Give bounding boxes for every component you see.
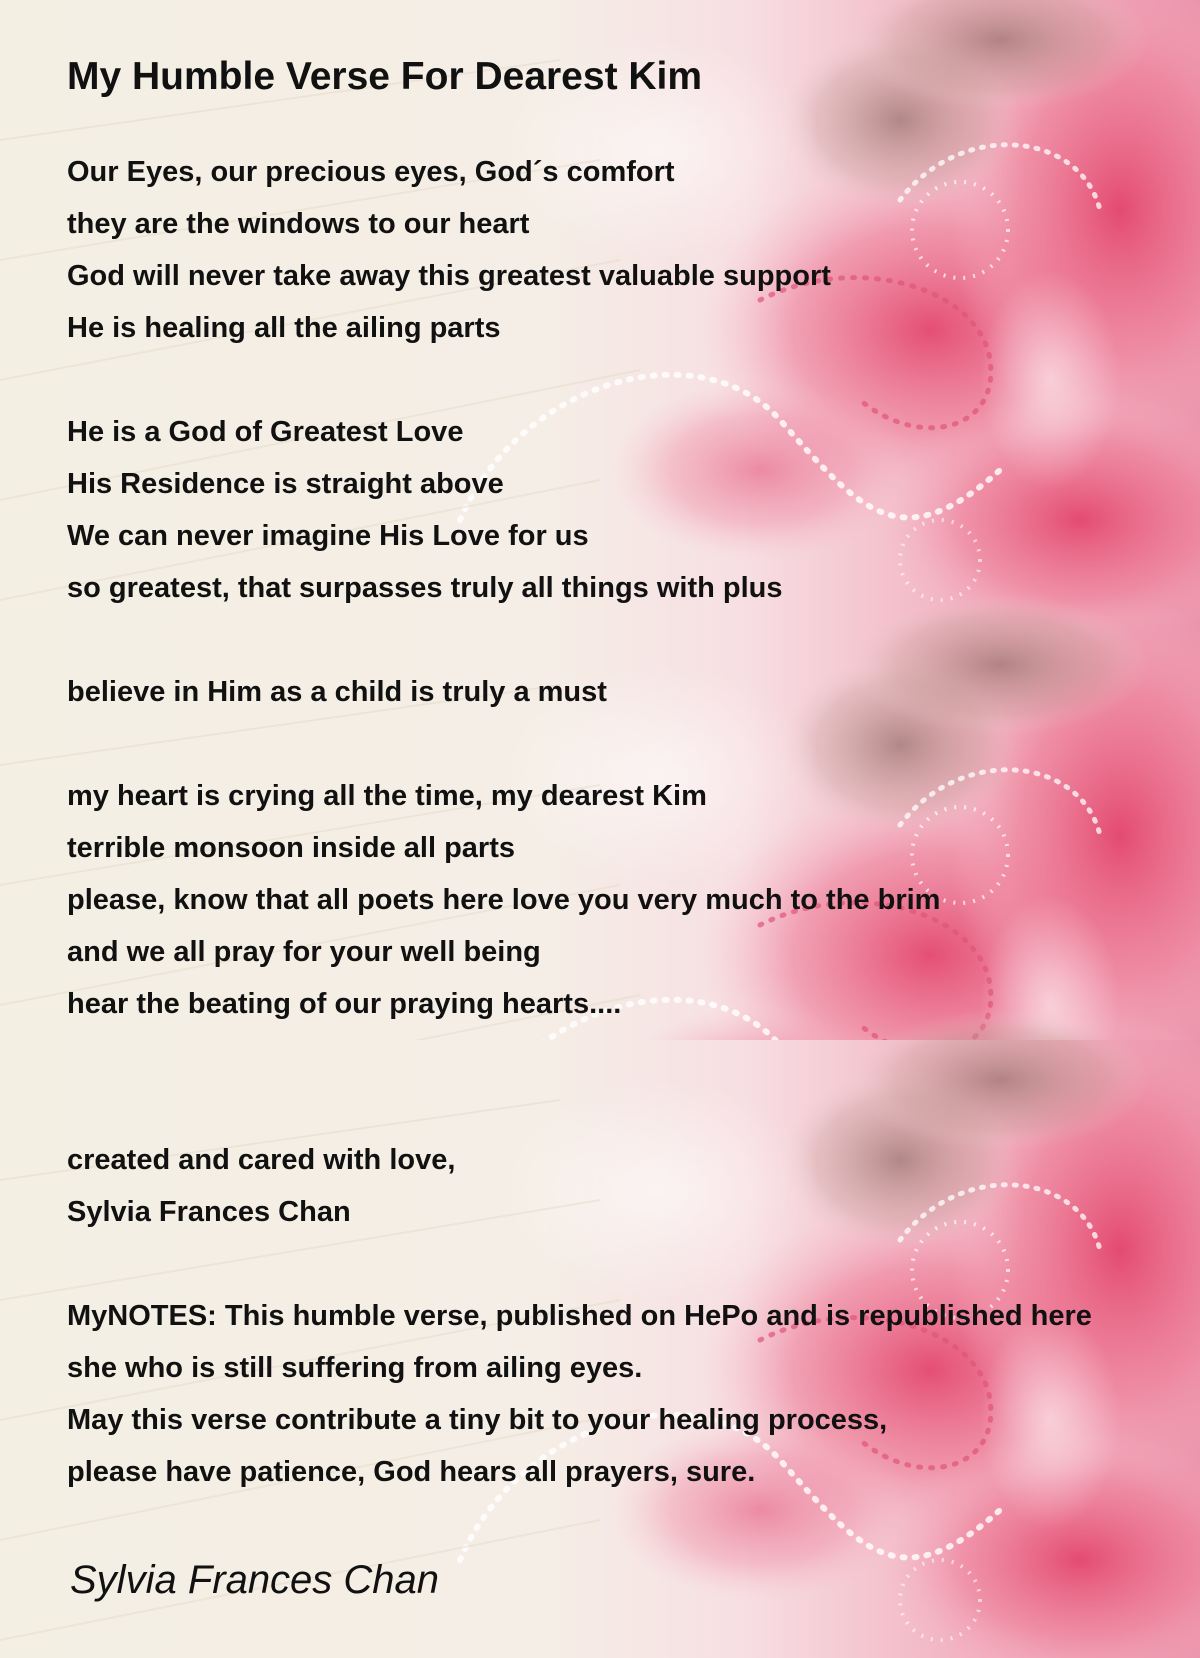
author-signature: Sylvia Frances Chan xyxy=(70,1558,440,1602)
poem-line: He is a God of Greatest Love xyxy=(67,416,464,448)
poem-line: hear the beating of our praying hearts.... xyxy=(67,988,622,1020)
poem-line: so greatest, that surpasses truly all things with plus xyxy=(67,572,783,604)
poem-line xyxy=(67,614,1200,666)
poem-line: He is healing all the ailing parts xyxy=(67,312,501,344)
poem-line: and we all pray for your well being xyxy=(67,936,541,968)
poem-line: His Residence is straight above xyxy=(67,468,504,500)
poem-line: God will never take away this greatest valuable support xyxy=(67,260,831,292)
poem-line: Sylvia Frances Chan xyxy=(67,1196,351,1228)
poem-line: May this verse contribute a tiny bit to your healing process, xyxy=(67,1404,888,1436)
poem-line: We can never imagine His Love for us xyxy=(67,520,589,552)
poem-line xyxy=(67,1030,1200,1082)
poem-line: Our Eyes, our precious eyes, God´s comfort xyxy=(67,156,675,188)
poem-content xyxy=(67,50,1200,1498)
poem-line: they are the windows to our heart xyxy=(67,208,530,240)
poem-line: terrible monsoon inside all parts xyxy=(67,832,515,864)
poem-line xyxy=(67,718,1200,770)
poem-line xyxy=(67,354,1200,406)
poem-line: please, know that all poets here love you very much to the brim xyxy=(67,884,941,916)
poem-line: my heart is crying all the time, my dearest Kim xyxy=(67,780,707,812)
poem-title: My Humble Verse For Dearest Kim xyxy=(67,55,703,98)
poem-line: please have patience, God hears all prayers, sure. xyxy=(67,1456,756,1488)
poem-line xyxy=(67,1082,1200,1134)
poem-line: she who is still suffering from ailing eyes. xyxy=(67,1352,643,1384)
poem-line: believe in Him as a child is truly a must xyxy=(67,676,607,708)
poem-line: created and cared with love, xyxy=(67,1144,456,1176)
poem-body xyxy=(67,146,1200,1498)
poem-line xyxy=(67,1238,1200,1290)
poem-line: MyNOTES: This humble verse, published on HePo and is republished here xyxy=(67,1300,1092,1332)
